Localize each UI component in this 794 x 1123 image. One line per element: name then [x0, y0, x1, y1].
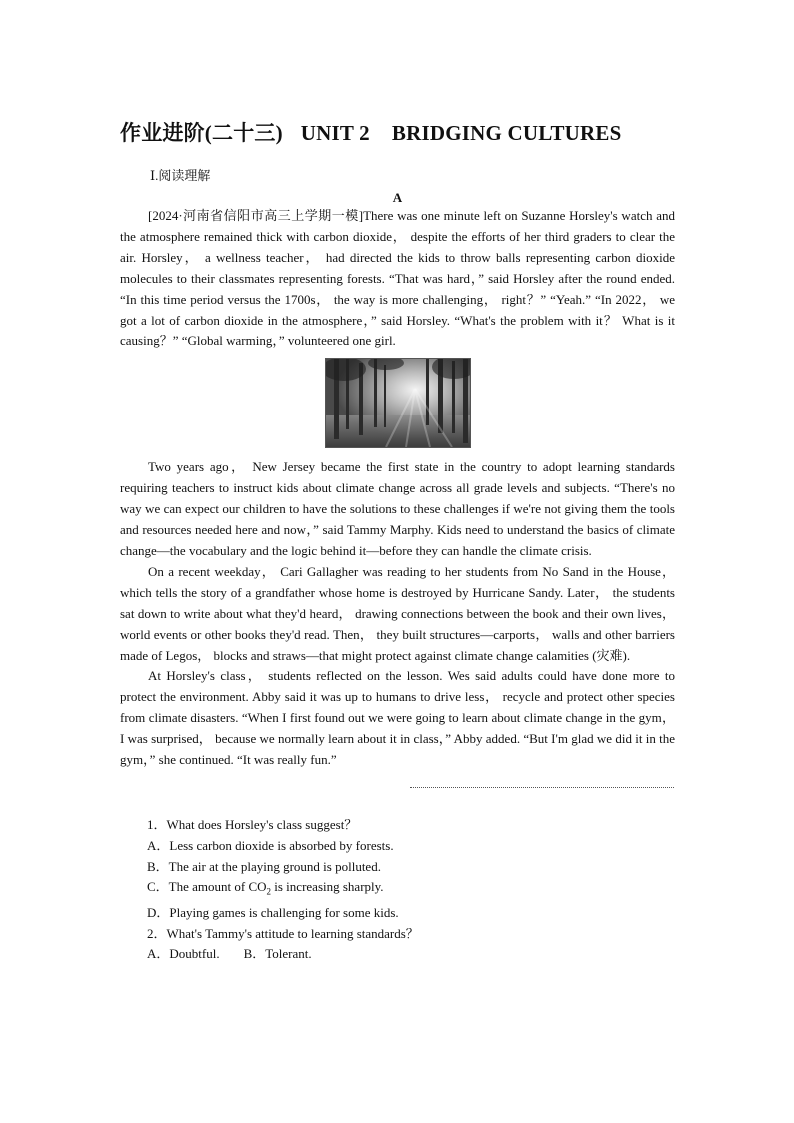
figure-container — [120, 358, 675, 448]
section-label: Ⅰ.阅读理解 — [150, 168, 211, 183]
option-c-text-end: is increasing sharply. — [271, 879, 384, 895]
forest-sunlight-photo — [325, 358, 471, 448]
passage-letter: A — [392, 190, 403, 205]
worksheet-page — [120, 118, 675, 965]
dotted-divider — [410, 787, 674, 788]
question-2-stem: 2．What's Tammy's attitude to learning standards？ — [147, 925, 419, 941]
question-1-option-b[interactable]: B．The air at the playing ground is polluted. — [147, 858, 381, 874]
paragraph-3: On a recent weekday， Cari Gallagher was reading to her students from No Sand in the House， which tells the story of a grandfather whose home is destroyed by Hurricane Sandy. Later， the students sat down to write about what they'd heard， drawing connections between the book and their own lives， world events or other books they'd read. Then， they built structures—carports， walls and other barriers made of Legos， blocks and straws—that might protect against climate change calamities (灾难). — [120, 563, 675, 663]
question-2-options — [147, 944, 675, 965]
paragraph-2: Two years ago， New Jersey became the first state in the country to adopt learning standards requiring teachers to instruct kids about climate change across all grade levels and subjects. “There's no way we can expect our children to have the solutions to these challenges if we're not giving them the tools and resources needed here and now，” said Tammy Marphy. Kids need to understand the basics of climate change—the vocabulary and the logic behind it—before they can handle the climate crisis. — [120, 459, 675, 558]
question-2-option-a[interactable]: A．Doubtful. — [147, 946, 220, 962]
title-prefix: 作业进阶(二十三) — [120, 121, 283, 145]
question-1-option-c[interactable] — [147, 877, 675, 902]
paragraph-4: At Horsley's class， students reflected on the lesson. Wes said adults could have done more to protect the environment. Abby said it was up to humans to drive less， recycle and protect other species from climate disasters. “When I first found out we were going to learn about climate change in the gym， I was surprised， because we normally learn about it in class，” Abby added. “But I'm glad we did it in the gym，” she continued. “It was really fun.” — [120, 668, 675, 768]
option-c-subscript: 2 — [266, 886, 272, 897]
paragraph-1: [2024·河南省信阳市高三上学期一模]There was one minute left on Suzanne Horsley's watch and the atmosphere remained thick with carbon dioxide， despite the efforts of her third graders to clear the air. Horsley， a wellness teacher， had directed the kids to throw balls representing carbon dioxide molecules to their classmates representing forests. “That was hard，” said Horsley after the round ended. “In this time period versus the 1700s， the way is more challenging， right？” “Yeah.” “In 2022， we got a lot of carbon dioxide in the atmosphere，” said Horsley. “What's the problem with it？ What is it causing？” “Global warming，” volunteered one girl. — [120, 208, 675, 349]
page-title — [120, 118, 675, 148]
question-1-stem: 1．What does Horsley's class suggest？ — [147, 816, 358, 832]
question-1-option-a[interactable]: A．Less carbon dioxide is absorbed by forests. — [147, 837, 394, 853]
title-topic: BRIDGING CULTURES — [391, 121, 622, 145]
question-list — [120, 815, 675, 965]
question-1-option-d[interactable]: D．Playing games is challenging for some kids. — [147, 904, 399, 920]
title-unit: UNIT 2 — [300, 121, 370, 145]
option-c-text: C．The amount of CO — [147, 879, 267, 895]
question-2-option-b[interactable]: B．Tolerant. — [243, 946, 312, 962]
